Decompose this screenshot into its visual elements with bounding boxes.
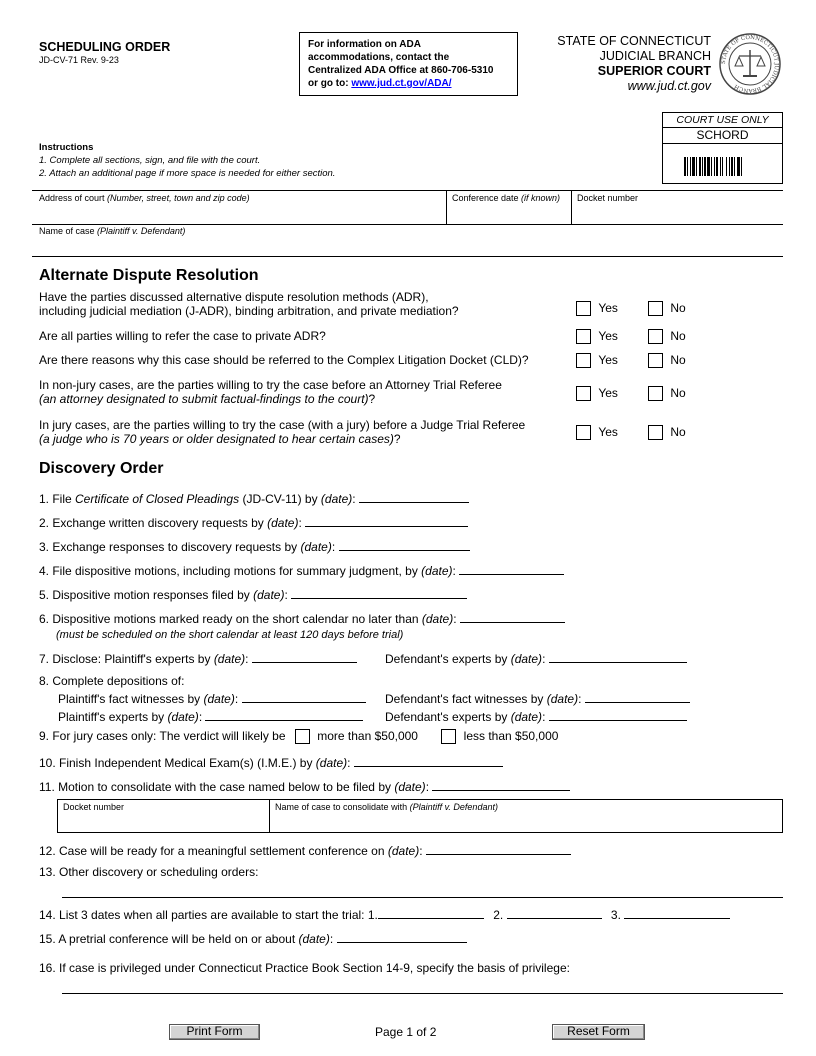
d16-input-line[interactable] [62, 993, 783, 994]
instruction-2: 2. Attach an additional page if more space is needed for either section. [39, 168, 336, 179]
reset-form-button[interactable]: Reset Form [552, 1024, 645, 1040]
adr-q1 [39, 290, 459, 318]
adr-q4-line-2: (an attorney designated to submit factual-findings to the court) [39, 392, 369, 406]
ada-line-4: or go to: [308, 78, 352, 89]
discovery-item-1: 1. File Certificate of Closed Pleadings (JD-CV-11) by (date): [39, 489, 469, 506]
adr-q2-yes[interactable] [576, 329, 618, 344]
discovery-item-4: 4. File dispositive motions, including motions for summary judgment, by (date): [39, 561, 564, 578]
instruction-1: 1. Complete all sections, sign, and file with the court. [39, 155, 261, 166]
discovery-item-10: 10. Finish Independent Medical Exam(s) (I.M.E.) by (date): [39, 753, 503, 770]
discovery-item-14 [39, 905, 730, 922]
d4-label: 4. File dispositive motions, including motions for summary judgment, by [39, 564, 422, 578]
d2-label: 2. Exchange written discovery requests by [39, 516, 268, 530]
d8a-date-input[interactable] [242, 689, 366, 703]
checkbox[interactable] [648, 353, 663, 368]
barcode-bar [702, 157, 703, 176]
barcode-bar [684, 157, 686, 176]
discovery-item-15: 15. A pretrial conference will be held on or about (date): [39, 929, 467, 946]
d8b-date-input[interactable] [585, 689, 690, 703]
d5-date-input[interactable] [291, 585, 467, 599]
barcode-bar [699, 157, 701, 176]
d11-date-input[interactable] [432, 777, 570, 791]
adr-q2: Are all parties willing to refer the case to private ADR? [39, 329, 326, 343]
barcode-bar [731, 157, 733, 176]
date-hint: (date) [510, 710, 543, 724]
date-hint: (date) [510, 652, 543, 666]
barcode-bar [741, 157, 742, 176]
adr-q4-yes[interactable] [576, 386, 618, 401]
ada-link[interactable]: www.jud.ct.gov/ADA/ [351, 78, 452, 89]
ada-line-1: For information on ADA [308, 39, 421, 50]
barcode-bar [707, 157, 710, 176]
barcode-bar [696, 157, 697, 176]
date-hint: (date) [213, 652, 246, 666]
case-name-label: Name of case [39, 226, 98, 236]
date-hint: (date) [394, 780, 426, 794]
trial-date-3-input[interactable] [624, 905, 730, 919]
date-hint: (date) [387, 844, 420, 858]
trial-date-1-input[interactable] [378, 905, 484, 919]
yes-label: Yes [598, 301, 618, 315]
state-name: STATE OF CONNECTICUT [557, 34, 711, 48]
barcode-bar [734, 157, 735, 176]
d9-label: 9. For jury cases only: The verdict will likely be [39, 729, 286, 743]
d1-form-name: Certificate of Closed Pleadings [75, 492, 240, 506]
adr-q3-no[interactable] [648, 353, 686, 368]
barcode-bar [692, 157, 695, 176]
adr-q4-line-1: In non-jury cases, are the parties willing to try the case before an Attorney Trial Referee [39, 378, 502, 392]
d7-plaintiff-input[interactable] [252, 649, 357, 663]
barcode-bar [737, 157, 740, 176]
date-hint: (date) [298, 932, 330, 946]
case-name-field[interactable] [39, 226, 185, 236]
barcode-bar [714, 157, 715, 176]
d13-input-line[interactable] [62, 897, 783, 898]
trial-date-2-input[interactable] [507, 905, 602, 919]
adr-q1-line-1: Have the parties discussed alternative dispute resolution methods (ADR), [39, 290, 429, 304]
barcode-bar [726, 157, 727, 176]
discovery-item-5: 5. Dispositive motion responses filed by (date): [39, 585, 467, 602]
checkbox[interactable] [648, 386, 663, 401]
d8b-label: Defendant's fact witnesses by [385, 692, 547, 706]
adr-q5-line-1: In jury cases, are the parties willing to try the case (with a jury) before a Judge Trial Referee [39, 418, 526, 432]
discovery-item-16: 16. If case is privileged under Connecticut Practice Book Section 14-9, specify the basis of privilege: [39, 961, 570, 975]
d10-date-input[interactable] [354, 753, 503, 767]
d2-date-input[interactable] [305, 513, 468, 527]
adr-q5-line-2: (a judge who is 70 years or older designated to hear certain cases) [39, 432, 394, 446]
adr-q1-no[interactable] [648, 301, 686, 316]
discovery-item-7: 7. Disclose: Plaintiff's experts by (date): [39, 649, 357, 666]
court-heading [557, 34, 711, 94]
discovery-item-2: 2. Exchange written discovery requests by (date): [39, 513, 468, 530]
barcode-bar [687, 157, 688, 176]
checkbox[interactable] [576, 329, 591, 344]
conference-date-field[interactable] [452, 193, 560, 203]
discovery-item-6: 6. Dispositive motions marked ready on the short calendar no later than (date): (must be scheduled on the short calendar at least 120 days before trial) [39, 609, 565, 643]
d3-label: 3. Exchange responses to discovery requests by [39, 540, 301, 554]
adr-q2-no[interactable] [648, 329, 686, 344]
date-hint: (date) [320, 492, 353, 506]
checkbox[interactable] [576, 353, 591, 368]
verdict-less-label: less than $50,000 [463, 729, 559, 743]
barcode-bar [716, 157, 718, 176]
barcode-bar [720, 157, 721, 176]
discovery-item-8: 8. Complete depositions of: Plaintiff's fact witnesses by (date): Plaintiff's experts by (date): [39, 673, 366, 725]
date-hint: (date) [167, 710, 199, 724]
address-hint: (Number, street, town and zip code) [107, 193, 250, 203]
schord-label: SCHORD [663, 128, 782, 144]
discovery-heading: Discovery Order [39, 460, 164, 477]
checkbox[interactable] [576, 386, 591, 401]
discovery-item-9 [39, 729, 558, 744]
d14-3-label: 3. [610, 908, 621, 922]
d5-label: 5. Dispositive motion responses filed by [39, 588, 254, 602]
verdict-less-checkbox[interactable] [441, 729, 456, 744]
adr-q4: In non-jury cases, are the parties willing to try the case before an Attorney Trial Referee (an attorney designated to submit factual-findings to the court)? [39, 378, 502, 406]
checkbox[interactable] [648, 425, 663, 440]
d14-label: 14. List 3 dates when all parties are available to start the trial: 1. [39, 908, 378, 922]
d8c-label: Plaintiff's experts by [58, 710, 168, 724]
d12-label: 12. Case will be ready for a meaningful settlement conference on [39, 844, 388, 858]
consolidate-case-field[interactable] [275, 802, 498, 812]
d11-label: 11. Motion to consolidate with the case named below to be filed by [39, 780, 395, 794]
discovery-item-7b: Defendant's experts by (date): [385, 649, 687, 666]
yes-label: Yes [598, 386, 618, 400]
barcode-bar [729, 157, 730, 176]
d6-label: 6. Dispositive motions marked ready on the short calendar no later than [39, 612, 422, 626]
ada-line-3: Centralized ADA Office at 860-706-5310 [308, 65, 494, 76]
court-name: SUPERIOR COURT [597, 64, 711, 78]
d15-label: 15. A pretrial conference will be held on or about [39, 932, 299, 946]
date-hint: (date) [315, 756, 348, 770]
adr-q5-no[interactable] [648, 425, 686, 440]
checkbox[interactable] [576, 301, 591, 316]
no-label: No [670, 301, 686, 315]
barcode-bar [722, 157, 723, 176]
seal-text: STATE OF CONNECTICUT JUDICIAL BRANCH [720, 34, 780, 94]
checkbox[interactable] [576, 425, 591, 440]
verdict-more-label: more than $50,000 [317, 729, 418, 743]
date-hint: (date) [546, 692, 579, 706]
ada-line-2: accommodations, contact the [308, 52, 450, 63]
d8c-date-input[interactable] [205, 707, 363, 721]
discovery-item-8b: Defendant's fact witnesses by (date): Defendant's experts by (date): [385, 689, 690, 725]
yes-label: Yes [598, 329, 618, 343]
consolidate-docket-field[interactable]: Docket number [63, 802, 125, 812]
no-label: No [670, 329, 686, 343]
date-hint: (date) [300, 540, 332, 554]
d10-label: 10. Finish Independent Medical Exam(s) (I.M.E.) by [39, 756, 316, 770]
adr-q5-yes[interactable] [576, 425, 618, 440]
date-hint: (date) [267, 516, 299, 530]
adr-q1-line-2: including judicial mediation (J-ADR), binding arbitration, and private mediation? [39, 304, 459, 318]
adr-heading: Alternate Dispute Resolution [39, 267, 259, 284]
adr-q5: In jury cases, are the parties willing to try the case (with a jury) before a Judge Trial Referee (a judge who is 70 years or older designated to hear certain cases)? [39, 418, 526, 446]
discovery-item-13: 13. Other discovery or scheduling orders: [39, 865, 259, 879]
discovery-item-12: 12. Case will be ready for a meaningful settlement conference on (date): [39, 841, 571, 858]
verdict-more-checkbox[interactable] [295, 729, 310, 744]
instructions-title: Instructions [39, 142, 94, 153]
form-id: JD-CV-71 Rev. 9-23 [39, 55, 119, 65]
d1-suffix: (JD-CV-11) by [239, 492, 321, 506]
branch-name: JUDICIAL BRANCH [599, 49, 711, 63]
date-hint: (date) [421, 564, 453, 578]
checkbox[interactable] [648, 301, 663, 316]
d6-note: (must be scheduled on the short calendar at least 120 days before trial) [56, 629, 404, 641]
docket-number-field[interactable]: Docket number [577, 193, 639, 203]
yes-label: Yes [598, 425, 618, 439]
d8d-date-input[interactable] [549, 707, 687, 721]
barcode-bar [690, 157, 691, 176]
website: www.jud.ct.gov [627, 79, 711, 93]
checkbox[interactable] [648, 329, 663, 344]
d7-label: 7. Disclose: Plaintiff's experts by [39, 652, 214, 666]
date-hint: (date) [253, 588, 285, 602]
d8-label: 8. Complete depositions of: [39, 674, 185, 688]
discovery-item-11: 11. Motion to consolidate with the case named below to be filed by (date): [39, 777, 570, 794]
date-hint: (date) [421, 612, 454, 626]
d7-defendant-input[interactable] [549, 649, 687, 663]
d4-date-input[interactable] [459, 561, 564, 575]
address-label: Address of court [39, 193, 108, 203]
d15-date-input[interactable] [337, 929, 467, 943]
court-use-box [662, 112, 783, 184]
page-number: Page 1 of 2 [375, 1025, 437, 1039]
d3-date-input[interactable] [339, 537, 470, 551]
adr-q4-no[interactable] [648, 386, 686, 401]
case-name-hint: (Plaintiff v. Defendant) [97, 226, 186, 236]
d1-prefix: 1. File [39, 492, 76, 506]
court-use-label: COURT USE ONLY [663, 113, 782, 128]
adr-q1-yes[interactable] [576, 301, 618, 316]
yes-label: Yes [598, 353, 618, 367]
print-form-button[interactable]: Print Form [169, 1024, 260, 1040]
discovery-item-3: 3. Exchange responses to discovery requests by (date): [39, 537, 470, 554]
consolidate-case-hint: (Plaintiff v. Defendant) [409, 802, 498, 812]
d8a-label: Plaintiff's fact witnesses by [58, 692, 204, 706]
d7b-label: Defendant's experts by [385, 652, 511, 666]
no-label: No [670, 386, 686, 400]
address-field[interactable] [39, 193, 250, 203]
no-label: No [670, 353, 686, 367]
date-hint: (date) [203, 692, 235, 706]
d14-2-label: 2. [493, 908, 504, 922]
ada-info-box [299, 32, 518, 96]
form-title: SCHEDULING ORDER [39, 40, 171, 54]
conference-hint: (if known) [521, 193, 561, 203]
instructions [39, 141, 335, 180]
no-label: No [670, 425, 686, 439]
judicial-seal-icon [718, 32, 782, 96]
d8d-label: Defendant's experts by [385, 710, 511, 724]
barcode-bar [704, 157, 706, 176]
consolidate-case-label: Name of case to consolidate with [275, 802, 410, 812]
consolidate-table [57, 799, 783, 833]
barcode [684, 157, 764, 176]
adr-q3-yes[interactable] [576, 353, 618, 368]
adr-q3: Are there reasons why this case should be referred to the Complex Litigation Docket (CLD)? [39, 353, 529, 367]
conference-label: Conference date [452, 193, 522, 203]
d12-date-input[interactable] [426, 841, 571, 855]
d1-date-input[interactable] [359, 489, 469, 503]
barcode-bar [711, 157, 712, 176]
d6-date-input[interactable] [460, 609, 565, 623]
